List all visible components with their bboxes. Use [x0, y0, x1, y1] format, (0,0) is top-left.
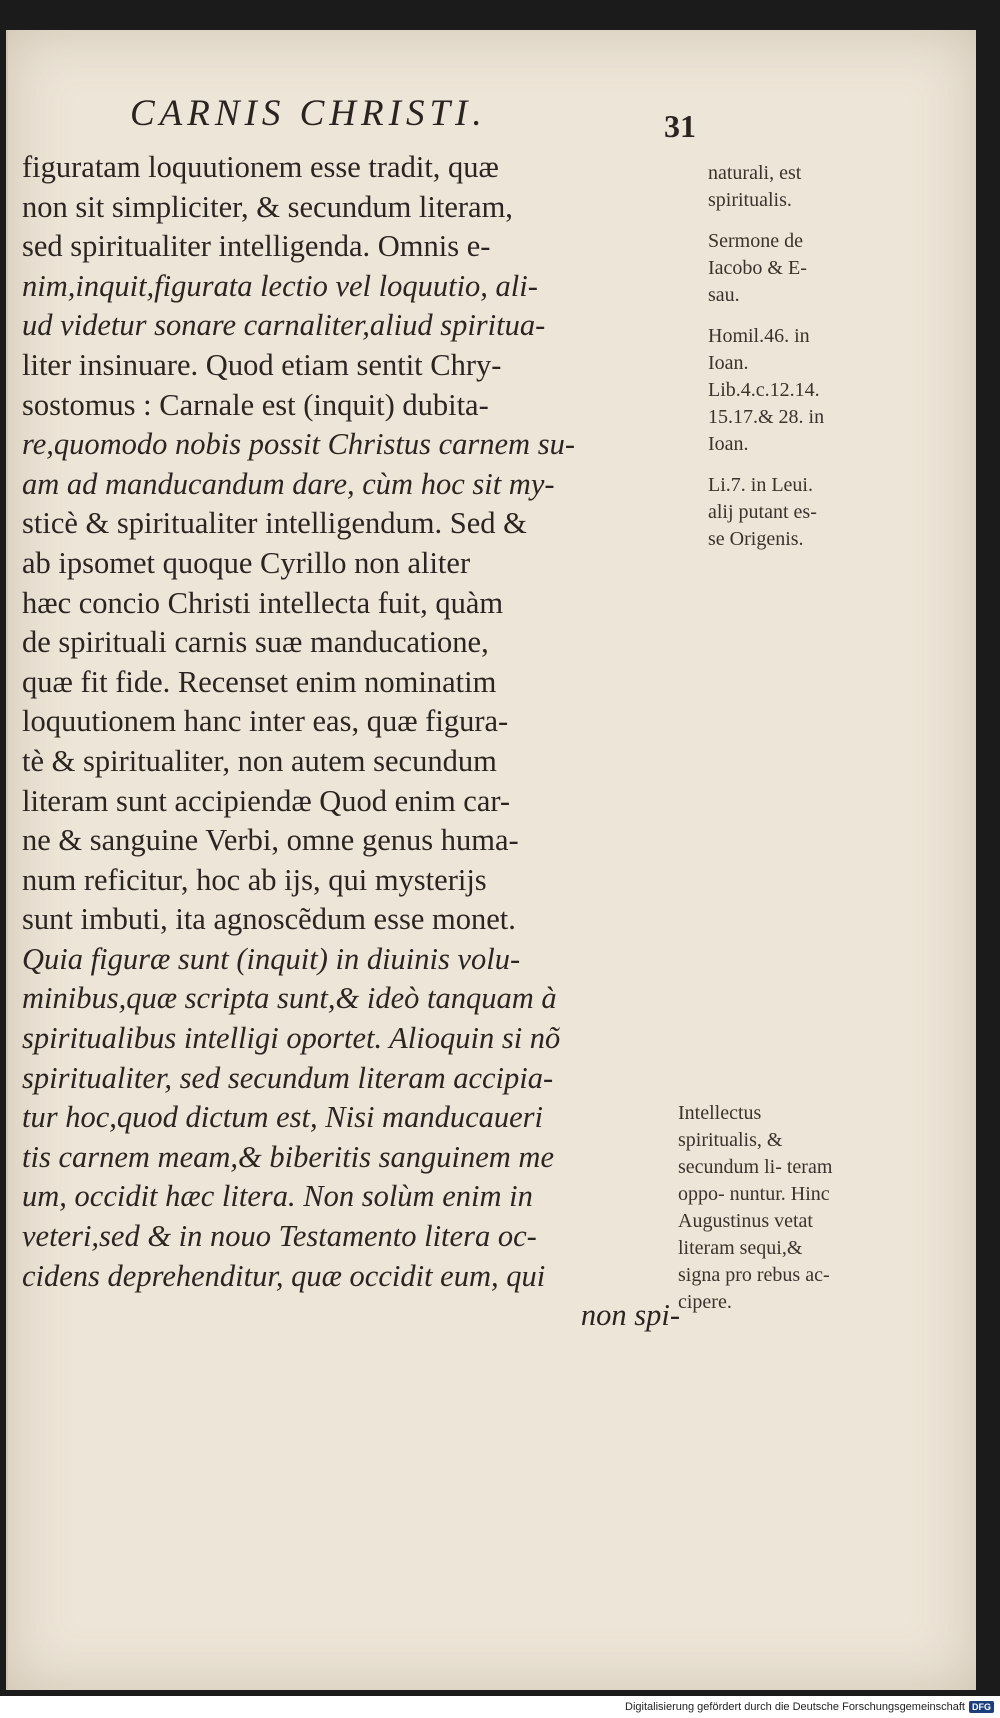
marginal-note: naturali, est spiritualis. [708, 162, 802, 211]
text-line: sticè & spiritualiter intelligendum. Sed & [22, 506, 527, 541]
text-line: num reficitur, hoc ab ijs, qui mysterijs [22, 862, 487, 897]
marginal-note: Li.7. in Leui. alij putant es- se Origenis. [708, 474, 817, 550]
text-line: liter insinuare. Quod etiam sentit Chry- [22, 347, 502, 382]
text-line: literam sunt accipiendæ Quod enim car- [22, 783, 511, 818]
text-line: Quia figuræ sunt (inquit) in diuinis volu- [22, 941, 521, 976]
text-line: ud videtur sonare carnaliter,aliud spiritua- [22, 308, 546, 343]
text-line: sunt imbuti, ita agnoscẽdum esse monet. [22, 902, 516, 937]
text-line: cidens deprehenditur, quæ occidit eum, qui [22, 1258, 546, 1293]
text-line: spiritualiter, sed secundum literam accipia- [22, 1060, 554, 1095]
text-line: quæ fit fide. Recenset enim nominatim [22, 664, 497, 699]
main-text-block [22, 148, 702, 1336]
text-line: ne & sanguine Verbi, omne genus huma- [22, 823, 519, 858]
page-number: 31 [664, 108, 696, 144]
text-line: minibus,quæ scripta sunt,& ideò tanquam à [22, 981, 557, 1016]
text-line: sed spiritualiter intelligenda. Omnis e- [22, 229, 491, 264]
marginal-note-lower: Intellectus spiritualis, & secundum li- teram oppo- nuntur. Hinc Augustinus vetat literam sequi,& signa pro rebus ac- cipere. [678, 1102, 833, 1313]
text-line: am ad manducandum dare, cùm hoc sit my- [22, 466, 555, 501]
running-title: CARNIS CHRISTI. [130, 93, 487, 134]
text-line: de spirituali carnis suæ manducatione, [22, 625, 489, 660]
text-line: tis carnem meam,& biberitis sanguinem me [22, 1139, 554, 1174]
text-line: re,quomodo nobis possit Christus carnem su- [22, 427, 575, 462]
marginal-note: Homil.46. in Ioan. Lib.4.c.12.14. 15.17.& 28. in Ioan. [708, 325, 825, 455]
text-line: veteri,sed & in nouo Testamento litera oc- [22, 1219, 537, 1254]
marginal-note: Sermone de Iacobo & E- sau. [708, 230, 807, 306]
text-line: sostomus : Carnale est (inquit) dubita- [22, 387, 489, 422]
text-line: spiritualibus intelligi oportet. Alioquin si nõ [22, 1021, 561, 1056]
text-line: hæc concio Christi intellecta fuit, quàm [22, 585, 504, 620]
marginal-notes-upper [708, 160, 868, 567]
catchword: non spi- [580, 1298, 680, 1333]
text-line: ab ipsomet quoque Cyrillo non aliter [22, 545, 471, 580]
text-line: tè & spiritualiter, non autem secundum [22, 743, 497, 778]
footer-credit: Digitalisierung gefördert durch die Deutsche Forschungsgemeinschaft [625, 1701, 965, 1713]
text-line: loquutionem hanc inter eas, quæ figura- [22, 704, 509, 739]
digitization-footer [0, 1696, 1000, 1718]
text-line: tur hoc,quod dictum est, Nisi manducaueri [22, 1100, 544, 1135]
text-line: figuratam loquutionem esse tradit, quæ [22, 150, 499, 184]
text-line: nim,inquit,figurata lectio vel loquutio, ali- [22, 268, 538, 303]
dfg-logo: DFG [969, 1701, 994, 1713]
text-line: non sit simpliciter, & secundum literam, [22, 189, 513, 224]
text-line: um, occidit hæc litera. Non solùm enim in [22, 1179, 533, 1214]
